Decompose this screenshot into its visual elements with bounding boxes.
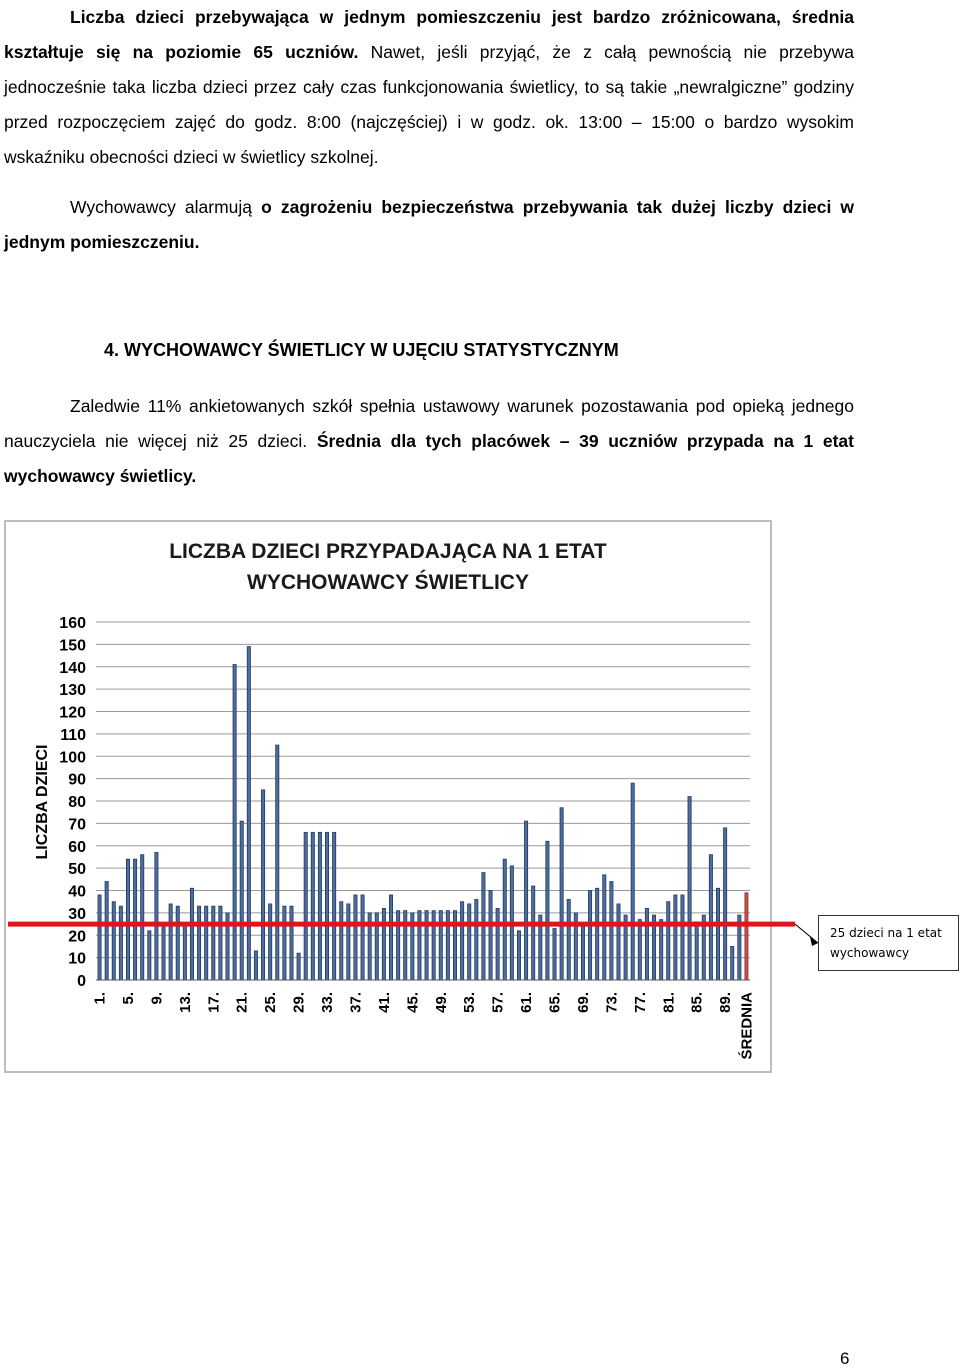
y-tick-label: 130	[59, 682, 86, 700]
chart-bar	[304, 832, 307, 980]
chart-bar	[460, 902, 463, 980]
chart-bar	[610, 882, 613, 980]
chart-bar	[98, 895, 101, 980]
y-axis-title: LICZBA DZIECI	[34, 744, 51, 860]
x-tick-label: 81.	[660, 992, 678, 1013]
chart-bar	[311, 832, 314, 980]
x-tick-label: 21.	[233, 992, 251, 1013]
chart-title-line-2: WYCHOWAWCY ŚWIETLICY	[247, 571, 529, 594]
chart-bar	[290, 906, 293, 980]
chart-bar	[546, 841, 549, 980]
chart-bar	[631, 783, 634, 980]
chart-bar	[532, 886, 535, 980]
chart-bar	[112, 902, 115, 980]
warning-bold-text: o zagrożeniu bezpieczeństwa przebywania tak dużej liczby dzieci w jednym pomieszczeniu.	[4, 197, 854, 252]
chart-bar	[446, 911, 449, 980]
chart-bar	[247, 647, 250, 980]
chart-bar	[695, 922, 698, 980]
chart-bar	[233, 665, 236, 980]
chart-bar	[617, 904, 620, 980]
x-tick-label: 73.	[603, 992, 621, 1013]
x-tick-label: 9.	[148, 992, 166, 1005]
chart-bar	[453, 911, 456, 980]
chart-bar	[567, 899, 570, 980]
chart-bar	[197, 906, 200, 980]
statistics-bold-text: Średnia dla tych placówek – 39 uczniów przypada na 1 etat wychowawcy świetlicy.	[4, 431, 854, 486]
x-tick-label: 45.	[404, 992, 422, 1013]
intro-bold-text: Liczba dzieci przebywająca w jednym pomieszczeniu jest bardzo zróżnicowana, średnia kształtuje się na poziomie 65 uczniów.	[4, 7, 854, 62]
chart-bar	[340, 902, 343, 980]
chart-bar	[219, 906, 222, 980]
x-tick-label: 25.	[262, 992, 280, 1013]
chart-bar	[276, 745, 279, 980]
y-tick-label: 80	[68, 794, 86, 811]
x-tick-label: 69.	[574, 992, 592, 1013]
chart-bar	[169, 904, 172, 980]
y-tick-label: 0	[77, 973, 86, 990]
y-tick-label: 70	[68, 816, 86, 834]
chart-bar	[133, 859, 136, 980]
chart-bar	[596, 888, 599, 980]
chart-bar	[261, 790, 264, 980]
chart-bar	[503, 859, 506, 980]
chart-bar	[162, 924, 165, 980]
callout-line-2: wychowawcy	[830, 946, 910, 960]
chart-bar	[283, 906, 286, 980]
y-tick-label: 160	[59, 615, 86, 632]
chart-bar	[475, 899, 478, 980]
chart-bar	[418, 911, 421, 980]
x-tick-label: 13.	[176, 992, 194, 1013]
chart-bar	[496, 908, 499, 980]
chart-bar	[183, 924, 186, 980]
chart-bar	[660, 920, 663, 980]
y-tick-label: 30	[68, 905, 86, 923]
chart-bar	[176, 906, 179, 980]
chart-bar	[269, 904, 272, 980]
x-tick-label: 85.	[688, 992, 706, 1013]
x-tick-label: 29.	[290, 992, 308, 1013]
chart-bar	[638, 920, 641, 980]
chart-bar	[318, 832, 321, 980]
warning-normal-text: Wychowawcy alarmują	[70, 197, 262, 217]
chart-bar	[524, 821, 527, 980]
chart-bar	[148, 931, 151, 980]
chart-bar	[560, 808, 563, 980]
x-tick-label: 33.	[319, 992, 337, 1013]
chart-bar	[724, 828, 727, 980]
x-tick-label: 61.	[518, 992, 536, 1013]
statistics-normal-text: Zaledwie 11% ankietowanych szkół spełnia ustawowy warunek pozostawania pod opieką jednego nauczyciela nie więcej niż 25 dzieci.	[4, 396, 854, 451]
x-tick-label: ŚREDNIA	[738, 992, 756, 1060]
y-tick-label: 50	[68, 861, 86, 879]
chart-bar	[731, 946, 734, 980]
average-bar	[745, 893, 748, 980]
chart-bar	[645, 908, 648, 980]
x-tick-label: 57.	[489, 992, 507, 1013]
x-tick-label: 77.	[631, 992, 649, 1013]
chart-bar	[553, 929, 556, 980]
chart-bar	[489, 891, 492, 981]
x-tick-label: 1.	[91, 992, 109, 1005]
chart-bar	[382, 908, 385, 980]
x-tick-label: 17.	[205, 992, 223, 1013]
chart-bar	[468, 904, 471, 980]
chart-bar	[404, 911, 407, 980]
chart-bar	[603, 875, 606, 980]
page-number: 6	[840, 1349, 850, 1368]
y-tick-label: 60	[68, 838, 86, 856]
y-tick-label: 40	[68, 883, 86, 901]
callout-line-1: 25 dzieci na 1 etat	[830, 926, 942, 940]
chart-bar	[212, 906, 215, 980]
chart-bar	[674, 895, 677, 980]
chart-bar	[667, 902, 670, 980]
reference-callout	[818, 915, 959, 971]
y-tick-label: 110	[60, 726, 86, 744]
chart-bar	[155, 852, 158, 980]
chart-bar	[190, 888, 193, 980]
chart-bar	[688, 797, 691, 980]
chart-bar	[240, 821, 243, 980]
chart-bar	[354, 895, 357, 980]
chart-bar	[681, 895, 684, 980]
chart-bar	[333, 832, 336, 980]
chart-bar	[716, 888, 719, 980]
chart-bar	[141, 855, 144, 980]
chart-bar	[126, 859, 129, 980]
chart-bar	[325, 832, 328, 980]
intro-normal-text: Nawet, jeśli przyjąć, że z całą pewnością nie przebywa jednocześnie taka liczba dzieci przez cały czas funkcjonowania świetlicy, to są takie „newralgiczne” godziny przed rozpoczęciem zajęć do godz. 8:00 (najczęściej) i w godz. ok. 13:00 – 15:00 o bardzo wysokim wskaźniku obecności dzieci w świetlicy szkolnej.	[4, 42, 854, 167]
chart-bar	[397, 911, 400, 980]
chart-bar	[581, 924, 584, 980]
section-heading: 4. WYCHOWAWCY ŚWIETLICY W UJĘCIU STATYSTYCZNYM	[104, 340, 619, 360]
callout-arrow	[795, 924, 818, 943]
x-tick-label: 37.	[347, 992, 365, 1013]
chart-bar	[425, 911, 428, 980]
y-tick-label: 10	[68, 950, 86, 968]
y-tick-label: 90	[68, 771, 86, 789]
chart-bar	[389, 895, 392, 980]
chart-bar	[254, 951, 257, 980]
chart-bar	[517, 931, 520, 980]
chart-bar	[347, 904, 350, 980]
chart-bar	[297, 953, 300, 980]
x-tick-label: 41.	[375, 992, 393, 1013]
chart-bar	[205, 906, 208, 980]
y-tick-label: 20	[68, 928, 86, 946]
chart-bar	[709, 855, 712, 980]
chart-bar	[105, 882, 108, 980]
chart-bar	[588, 891, 591, 981]
chart-title-line-1: LICZBA DZIECI PRZYPADAJĄCA NA 1 ETAT	[169, 540, 607, 563]
chart-bar	[361, 895, 364, 980]
x-tick-label: 65.	[546, 992, 564, 1013]
chart-bar	[119, 906, 122, 980]
x-tick-label: 5.	[119, 992, 137, 1005]
chart-bar	[432, 911, 435, 980]
x-tick-label: 89.	[717, 992, 735, 1013]
y-tick-label: 100	[59, 749, 86, 767]
y-tick-label: 120	[59, 704, 86, 722]
y-tick-label: 150	[59, 637, 86, 655]
chart-bar	[439, 911, 442, 980]
x-tick-label: 49.	[432, 992, 450, 1013]
x-tick-label: 53.	[461, 992, 479, 1013]
y-tick-label: 140	[59, 659, 86, 677]
